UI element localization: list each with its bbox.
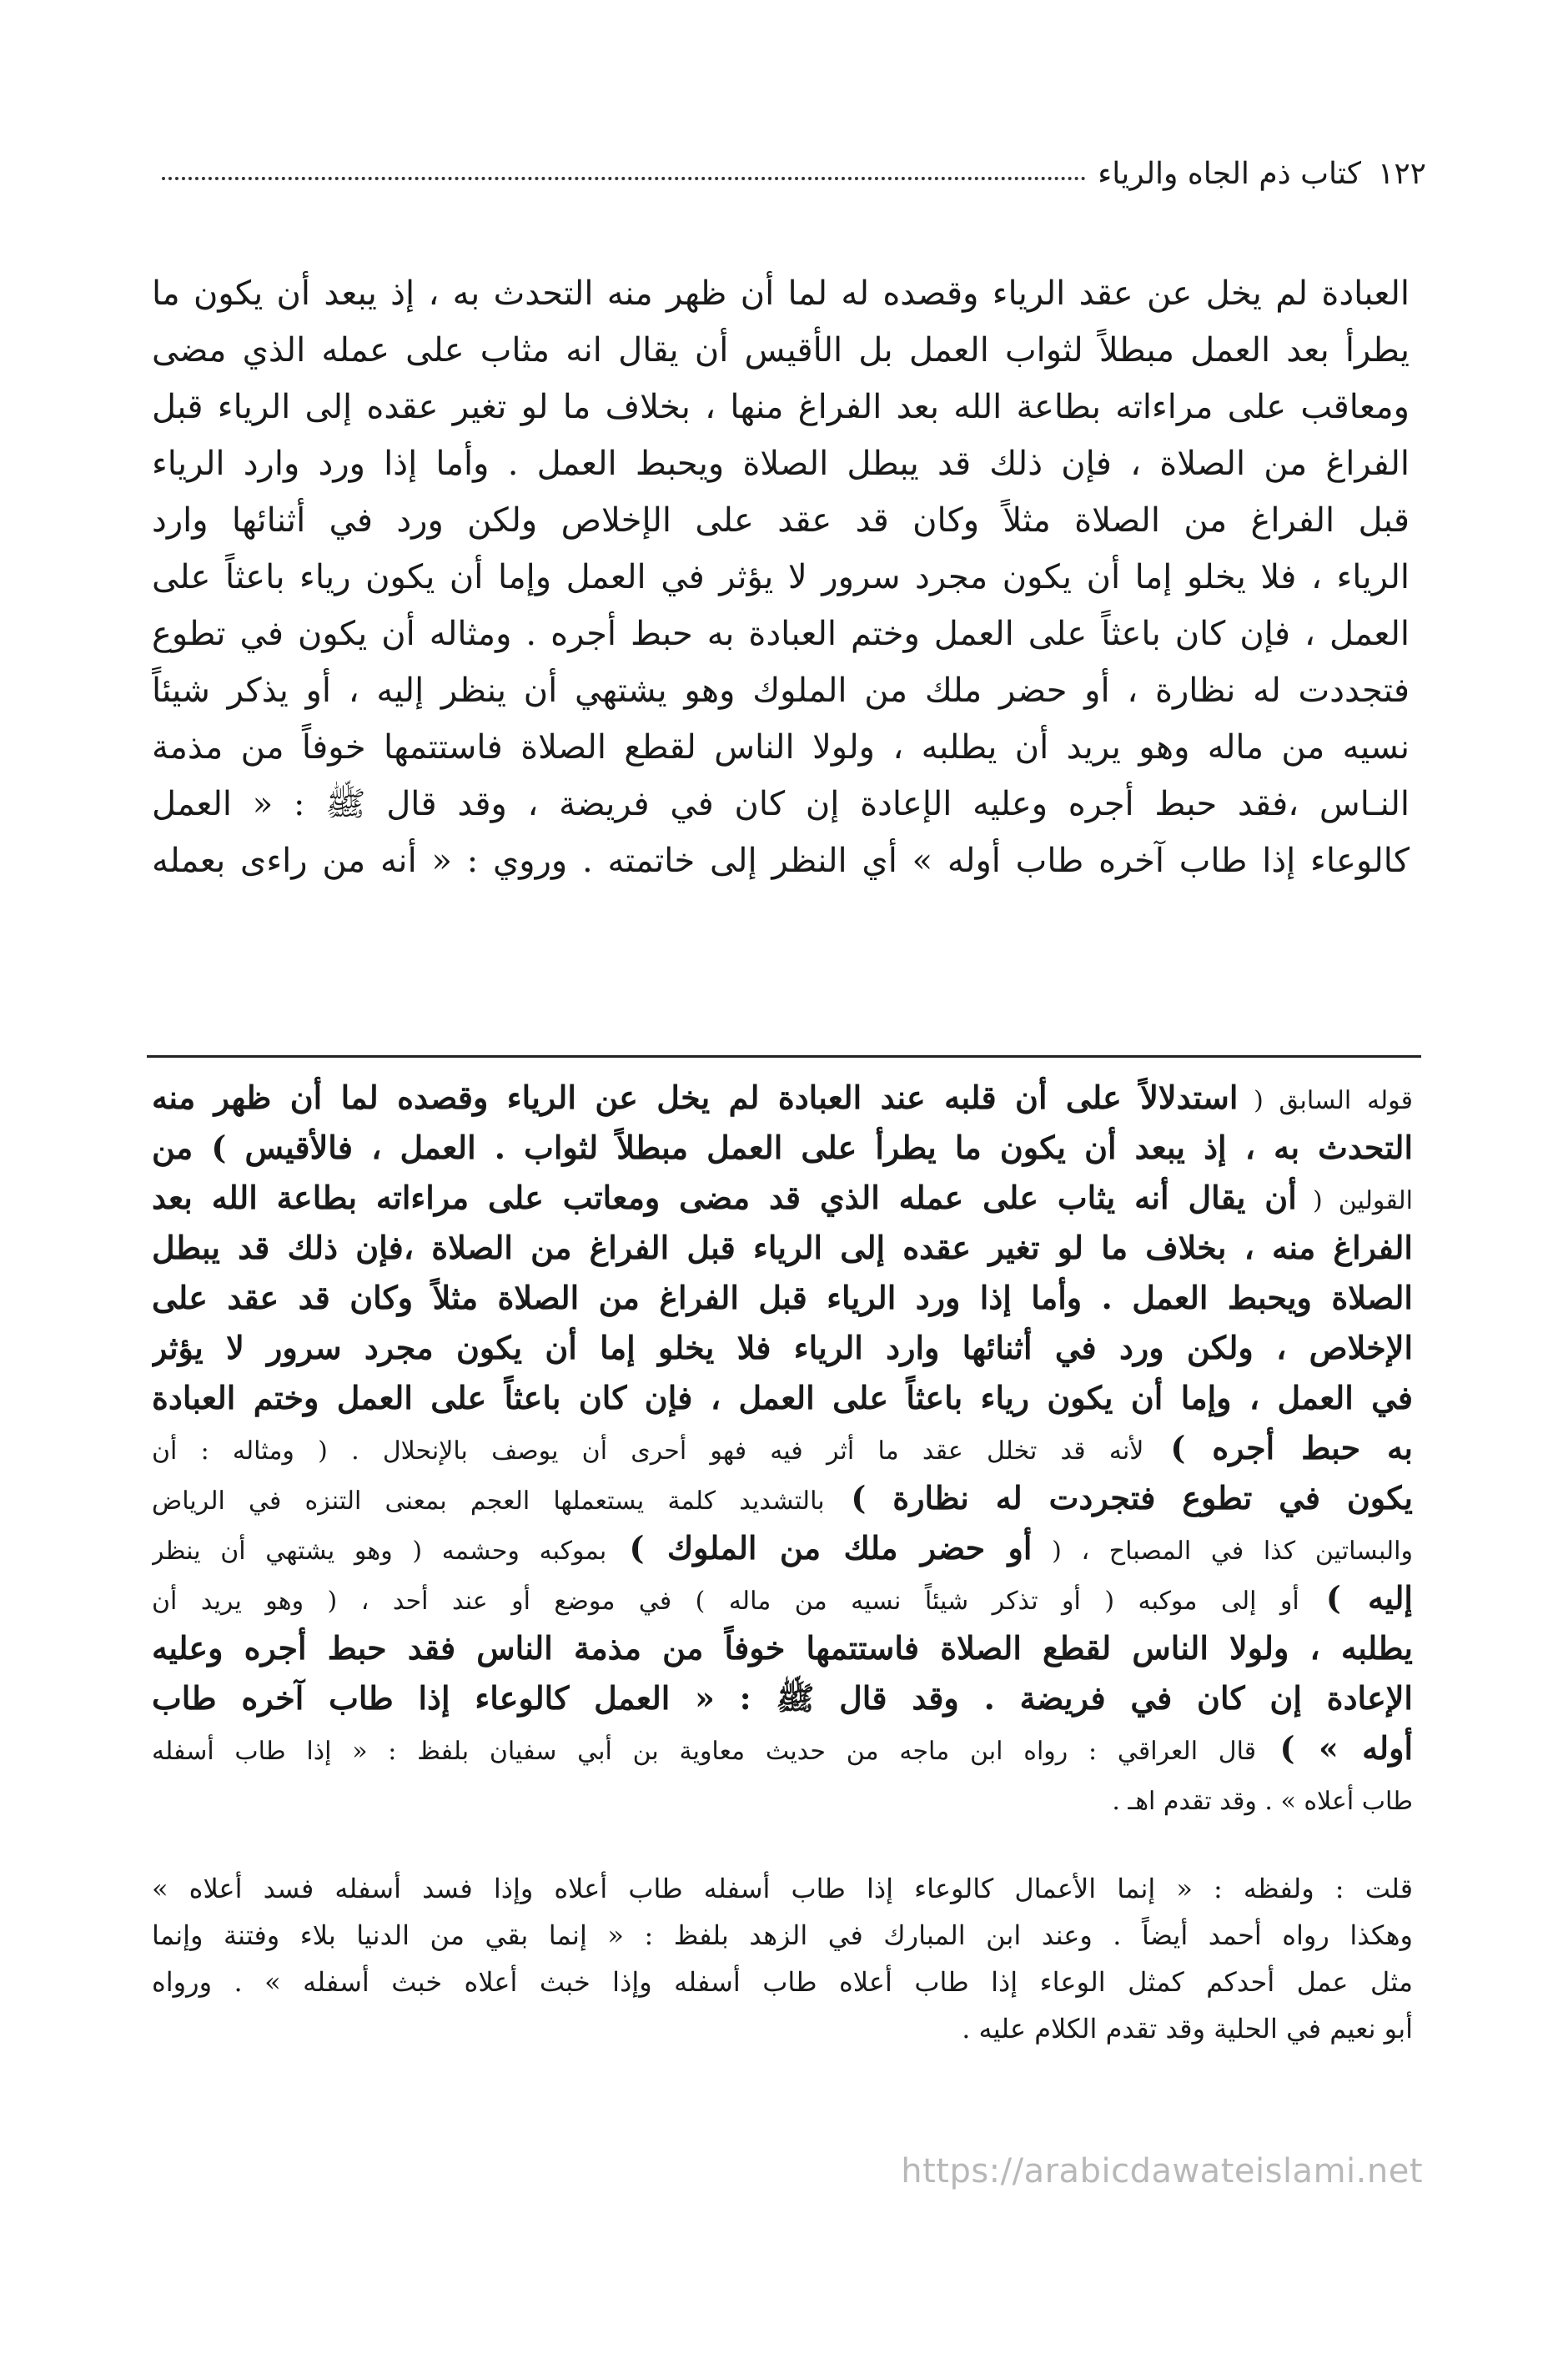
- footnote: [152, 1865, 1413, 2052]
- commentary-plain: القولين (: [1296, 1186, 1413, 1215]
- main-line: نسيه من ماله وهو يريد أن يطلبه ، ولولا الناس لقطع الصلاة فاستتمها خوفاً من مذمة: [152, 728, 1410, 767]
- watermark-url: https://arabicdawateislami.net: [901, 2152, 1423, 2190]
- commentary-quote: استدلالاً على أن قلبه عند العبادة لم يخل عن الرياء وقصده لما أن ظهر منه: [152, 1079, 1239, 1116]
- main-line: ومعاقب على مراءاته بطاعة الله بعد الفراغ منها ، بخلاف ما لو تغير عقده إلى الرياء قبل: [152, 388, 1410, 426]
- commentary-line: [152, 1223, 1413, 1273]
- commentary-plain: أو إلى موكبه ( أو تذكر شيئاً نسيه من ماله ) في موضع أو عند أحد ، ( وهو يريد أن: [152, 1587, 1299, 1616]
- separator-rule: [147, 1055, 1421, 1058]
- page-header: [142, 148, 1426, 199]
- commentary-quote: الإعادة إن كان في فريضة . وقد قال ﷺ : « العمل كالوعاء إذا طاب آخره طاب: [152, 1679, 1413, 1717]
- commentary-quote: يكون في تطوع فتجردت له نظارة ): [824, 1479, 1413, 1516]
- commentary-plain: طاب أعلاه » . وقد تقدم اهـ .: [1112, 1787, 1413, 1816]
- commentary-line: [152, 1273, 1413, 1323]
- commentary-quote: أن يقال أنه يثاب على عمله الذي قد مضى ومعاتب على مراءاته بطاعة الله بعد: [152, 1179, 1297, 1216]
- commentary-plain: قوله السابق (: [1238, 1086, 1413, 1115]
- commentary-quote: أو حضر ملك من الملوك ): [606, 1529, 1033, 1567]
- commentary-quote: التحدث به ، إذ يبعد أن يكون ما يطرأ على العمل مبطلاً لثواب . العمل ، فالأقيس ) من: [152, 1129, 1413, 1166]
- commentary-line: [152, 1423, 1413, 1473]
- commentary-line: [152, 1573, 1413, 1623]
- header-leader-dots: [162, 177, 1086, 180]
- commentary-quote: به حبط أجره ): [1143, 1429, 1413, 1466]
- commentary-quote: الصلاة ويحبط العمل . وأما إذا ورد الرياء قبل الفراغ من الصلاة مثلاً وكان قد عقد على: [152, 1279, 1413, 1316]
- main-line: يطرأ بعد العمل مبطلاً لثواب العمل بل الأقيس أن يقال انه مثاب على عمله الذي مضى: [152, 331, 1410, 370]
- main-line: النـاس ،فقد حبط أجره وعليه الإعادة إن كان في فريضة ، وقد قال ﷺ : « العمل: [152, 785, 1410, 823]
- commentary: [152, 1073, 1413, 1823]
- commentary-quote: يطلبه ، ولولا الناس لقطع الصلاة فاستتمها خوفاً من مذمة الناس فقد حبط أجره وعليه: [152, 1629, 1413, 1667]
- running-title: كتاب ذم الجاه والرياء: [1098, 156, 1361, 191]
- main-line: العبادة لم يخل عن عقد الرياء وقصده له لما أن ظهر منه التحدث به ، إذ يبعد أن يكون ما: [152, 274, 1410, 313]
- commentary-quote: إليه ): [1299, 1579, 1413, 1617]
- commentary-plain: والبساتين كذا في المصباح ، (: [1032, 1537, 1413, 1566]
- commentary-quote: في العمل ، وإما أن يكون رياء باعثاً على العمل ، فإن كان باعثاً على العمل وختم العبادة: [152, 1379, 1413, 1416]
- commentary-line: [152, 1073, 1413, 1123]
- commentary-plain: قال العراقي : رواه ابن ماجه من حديث معاوية بن أبي سفيان بلفظ : « إذا طاب أسفله: [152, 1737, 1257, 1766]
- note-line: أبو نعيم في الحلية وقد تقدم الكلام عليه .: [962, 2013, 1413, 2045]
- page-number: ١٢٢: [1377, 156, 1426, 191]
- main-text: [152, 265, 1410, 889]
- note-line: قلت : ولفظه : « إنما الأعمال كالوعاء إذا طاب أسفله طاب أعلاه وإذا فسد أسفله فسد أعلاه »: [152, 1873, 1413, 1904]
- commentary-line: [152, 1173, 1413, 1223]
- commentary-quote: الإخلاص ، ولكن ورد في أثنائها وارد الرياء فلا يخلو إما أن يكون مجرد سرور لا يؤثر: [152, 1329, 1413, 1366]
- main-line: العمل ، فإن كان باعثاً على العمل وختم العبادة به حبط أجره . ومثاله أن يكون في تطوع: [152, 615, 1410, 653]
- commentary-line: [152, 1123, 1413, 1173]
- main-line: الفراغ من الصلاة ، فإن ذلك قد يبطل الصلاة ويحبط العمل . وأما إذا ورد وارد الرياء: [152, 445, 1410, 483]
- main-line: الرياء ، فلا يخلو إما أن يكون مجرد سرور لا يؤثر في العمل وإما أن يكون رياء باعثاً على: [152, 558, 1410, 596]
- commentary-quote: الفراغ منه ، بخلاف ما لو تغير عقده إلى الرياء قبل الفراغ من الصلاة ،فإن ذلك قد يبطل: [152, 1229, 1413, 1266]
- main-line: فتجددت له نظارة ، أو حضر ملك من الملوك وهو يشتهي أن ينظر إليه ، أو يذكر شيئاً: [152, 671, 1410, 710]
- commentary-plain: بموكبه وحشمه ( وهو يشتهي أن ينظر: [152, 1537, 607, 1566]
- commentary-line: [152, 1723, 1413, 1773]
- note-line: وهكذا رواه أحمد أيضاً . وعند ابن المبارك في الزهد بلفظ : « إنما بقي من الدنيا بلاء وفتنة وإنما: [152, 1919, 1413, 1951]
- commentary-line: [152, 1523, 1413, 1573]
- commentary-line: [152, 1323, 1413, 1373]
- commentary-plain: بالتشديد كلمة يستعملها العجم بمعنى التنزه في الرياض: [152, 1486, 825, 1516]
- main-line: قبل الفراغ من الصلاة مثلاً وكان قد عقد على الإخلاص ولكن ورد في أثنائها وارد: [152, 501, 1410, 540]
- commentary-line: [152, 1473, 1413, 1523]
- commentary-quote: أوله » ): [1256, 1729, 1413, 1767]
- main-line: كالوعاء إذا طاب آخره طاب أوله » أي النظر إلى خاتمته . وروي : « أنه من راءى بعمله: [152, 842, 1410, 880]
- commentary-plain: لأنه قد تخلل عقد ما أثر فيه فهو أحرى أن يوصف بالإنحلال . ( ومثاله : أن: [152, 1436, 1144, 1466]
- note-line: مثل عمل أحدكم كمثل الوعاء إذا طاب أعلاه طاب أسفله وإذا خبث أعلاه خبث أسفله » . ورواه: [152, 1966, 1413, 1998]
- commentary-line: [152, 1773, 1413, 1823]
- commentary-line: [152, 1673, 1413, 1723]
- commentary-line: [152, 1373, 1413, 1423]
- commentary-line: [152, 1623, 1413, 1673]
